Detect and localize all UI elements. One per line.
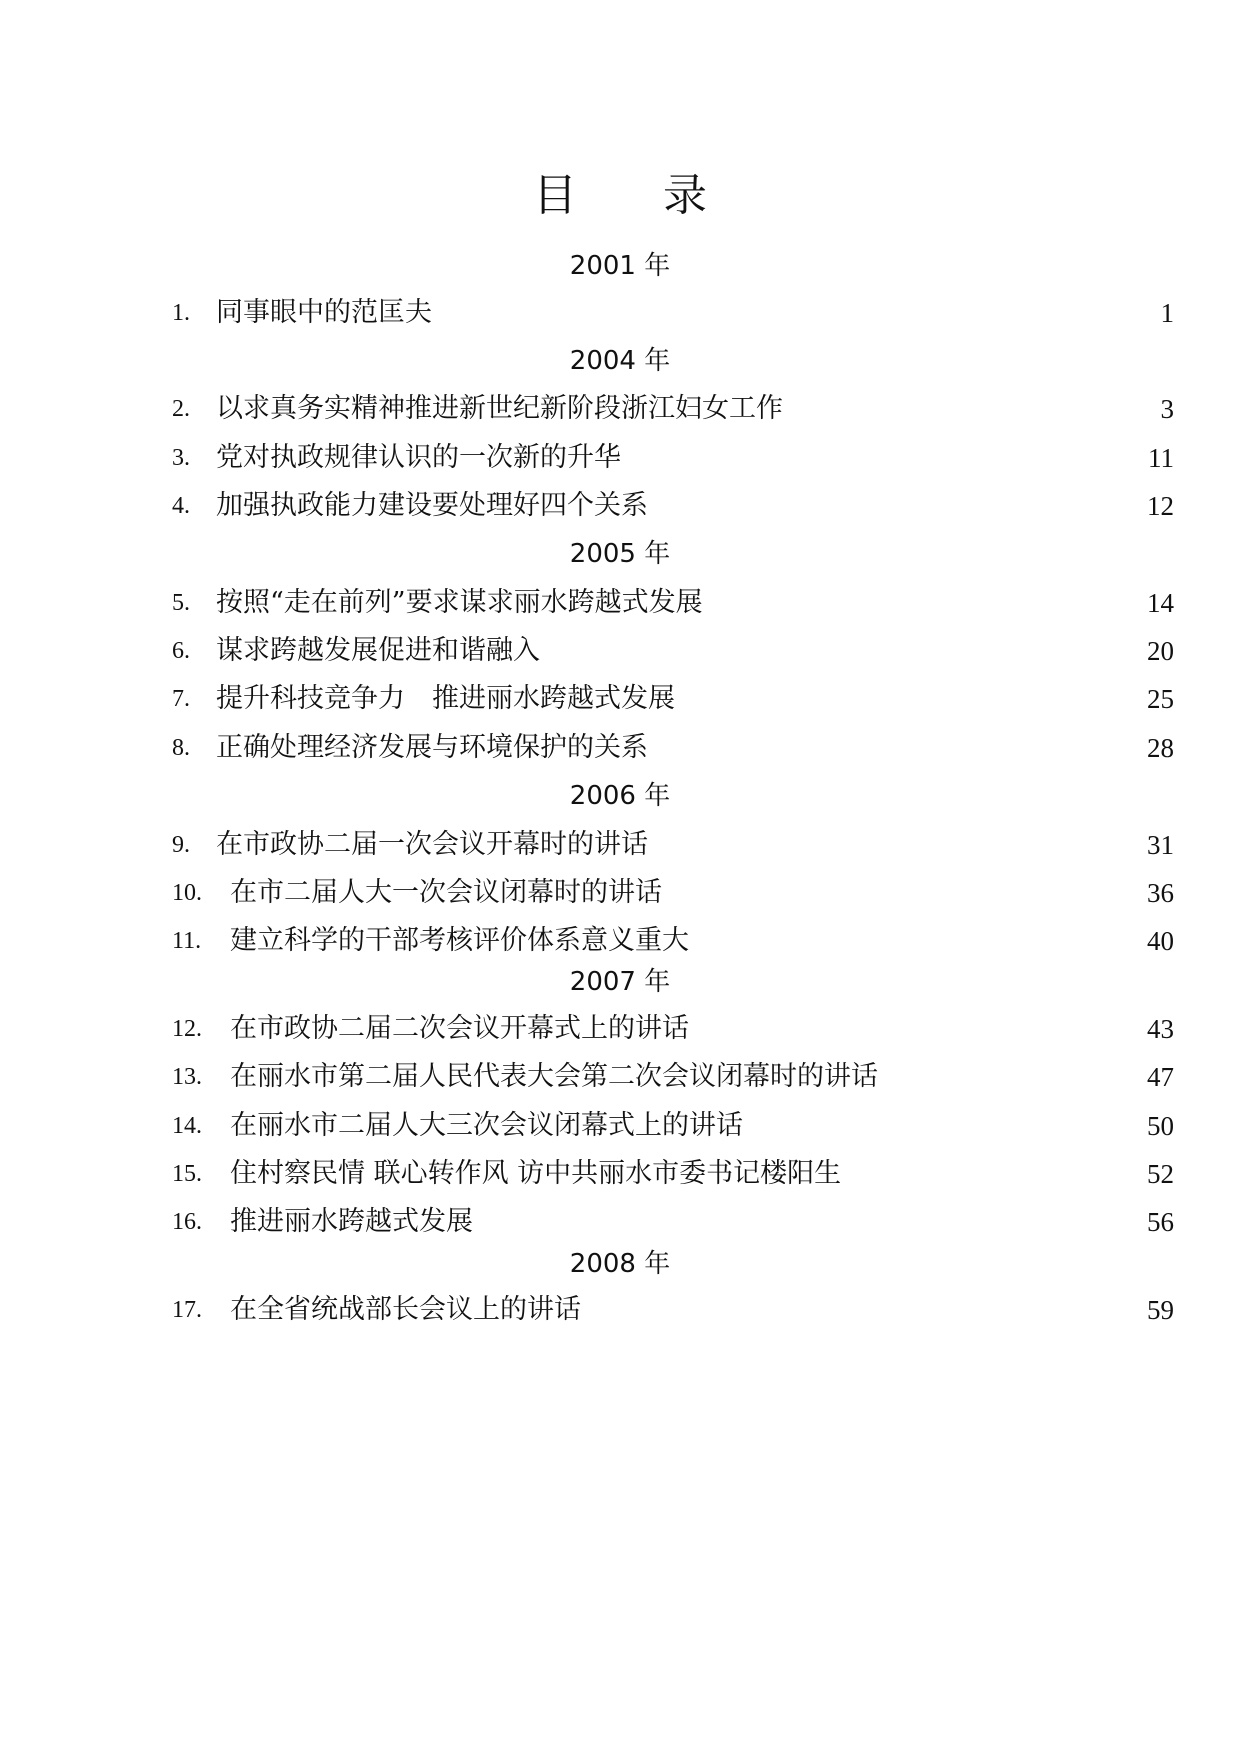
toc-entry[interactable] — [172, 1290, 1174, 1330]
year-heading: 2006 年 — [569, 781, 671, 811]
entry-page-number: 40 — [1147, 926, 1174, 956]
entry-number: 8. — [172, 735, 190, 761]
entry-title: 推进丽水跨越式发展 — [230, 1206, 473, 1237]
entry-title: 谋求跨越发展促进和谐融入 — [216, 635, 540, 666]
toc-entry[interactable] — [172, 1154, 1174, 1194]
toc-entry[interactable] — [172, 486, 1174, 526]
entry-number: 9. — [172, 832, 190, 858]
entry-page-number: 43 — [1147, 1014, 1174, 1044]
entry-page-number: 12 — [1147, 491, 1174, 521]
entry-title: 在市政协二届二次会议开幕式上的讲话 — [230, 1013, 689, 1044]
entry-page-number: 47 — [1147, 1062, 1174, 1092]
entry-title: 提升科技竞争力 推进丽水跨越式发展 — [216, 683, 675, 714]
entry-title: 党对执政规律认识的一次新的升华 — [216, 442, 621, 473]
toc-entry[interactable] — [172, 583, 1174, 623]
entry-number: 5. — [172, 590, 190, 616]
toc-entry[interactable] — [172, 1057, 1174, 1097]
toc-entry[interactable] — [172, 438, 1174, 478]
toc-entry[interactable] — [172, 1009, 1174, 1049]
toc-entry[interactable] — [172, 1106, 1174, 1146]
entry-page-number: 1 — [1160, 298, 1174, 328]
toc-entry[interactable] — [172, 1202, 1174, 1242]
entry-number: 3. — [172, 445, 190, 471]
entry-title: 正确处理经济发展与环境保护的关系 — [216, 732, 648, 763]
entry-title: 以求真务实精神推进新世纪新阶段浙江妇女工作 — [216, 393, 783, 424]
entry-page-number: 25 — [1147, 684, 1174, 714]
year-heading: 2001 年 — [569, 251, 671, 281]
entry-title: 在全省统战部长会议上的讲话 — [230, 1294, 581, 1325]
entry-number: 10. — [172, 880, 202, 906]
entry-title: 住村察民情 联心转作风 访中共丽水市委书记楼阳生 — [230, 1158, 842, 1189]
entry-title: 同事眼中的范匡夫 — [216, 297, 432, 328]
entry-number: 12. — [172, 1016, 202, 1042]
entry-page-number: 50 — [1147, 1111, 1174, 1141]
entry-page-number: 3 — [1160, 394, 1174, 424]
entry-page-number: 14 — [1147, 588, 1174, 618]
entry-number: 15. — [172, 1161, 202, 1187]
entry-number: 4. — [172, 493, 190, 519]
entry-number: 16. — [172, 1209, 202, 1235]
entry-page-number: 20 — [1147, 636, 1174, 666]
entry-title: 在丽水市二届人大三次会议闭幕式上的讲话 — [230, 1110, 743, 1141]
year-heading: 2004 年 — [569, 346, 671, 376]
entry-number: 11. — [172, 928, 202, 954]
toc-entry[interactable] — [172, 631, 1174, 671]
entry-page-number: 28 — [1147, 733, 1174, 763]
entry-number: 13. — [172, 1064, 202, 1090]
year-heading: 2005 年 — [569, 539, 671, 569]
entry-page-number: 36 — [1147, 878, 1174, 908]
entry-title: 在市政协二届一次会议开幕时的讲话 — [216, 829, 648, 860]
toc-entry[interactable] — [172, 921, 1174, 961]
entry-page-number: 59 — [1147, 1295, 1174, 1325]
toc-entry[interactable] — [172, 873, 1174, 913]
entry-number: 6. — [172, 638, 190, 664]
year-heading: 2007 年 — [569, 967, 671, 997]
toc-entry[interactable] — [172, 679, 1174, 719]
toc-entry[interactable] — [172, 293, 1174, 333]
entry-title: 在丽水市第二届人民代表大会第二次会议闭幕时的讲话 — [230, 1061, 878, 1092]
toc-entry[interactable] — [172, 728, 1174, 768]
entry-page-number: 31 — [1147, 830, 1174, 860]
page-title: 目 录 — [533, 170, 743, 221]
entry-title: 加强执政能力建设要处理好四个关系 — [216, 490, 648, 521]
entry-number: 2. — [172, 396, 190, 422]
entry-number: 1. — [172, 300, 190, 326]
year-heading: 2008 年 — [569, 1249, 671, 1279]
entry-title: 按照“走在前列”要求谋求丽水跨越式发展 — [216, 587, 703, 618]
entry-number: 17. — [172, 1297, 202, 1323]
toc-entry[interactable] — [172, 825, 1174, 865]
entry-page-number: 52 — [1147, 1159, 1174, 1189]
entry-page-number: 11 — [1148, 443, 1174, 473]
entry-title: 在市二届人大一次会议闭幕时的讲话 — [230, 877, 662, 908]
entry-page-number: 56 — [1147, 1207, 1174, 1237]
entry-number: 14. — [172, 1113, 202, 1139]
toc-entry[interactable] — [172, 389, 1174, 429]
entry-number: 7. — [172, 686, 190, 712]
entry-title: 建立科学的干部考核评价体系意义重大 — [230, 925, 689, 956]
